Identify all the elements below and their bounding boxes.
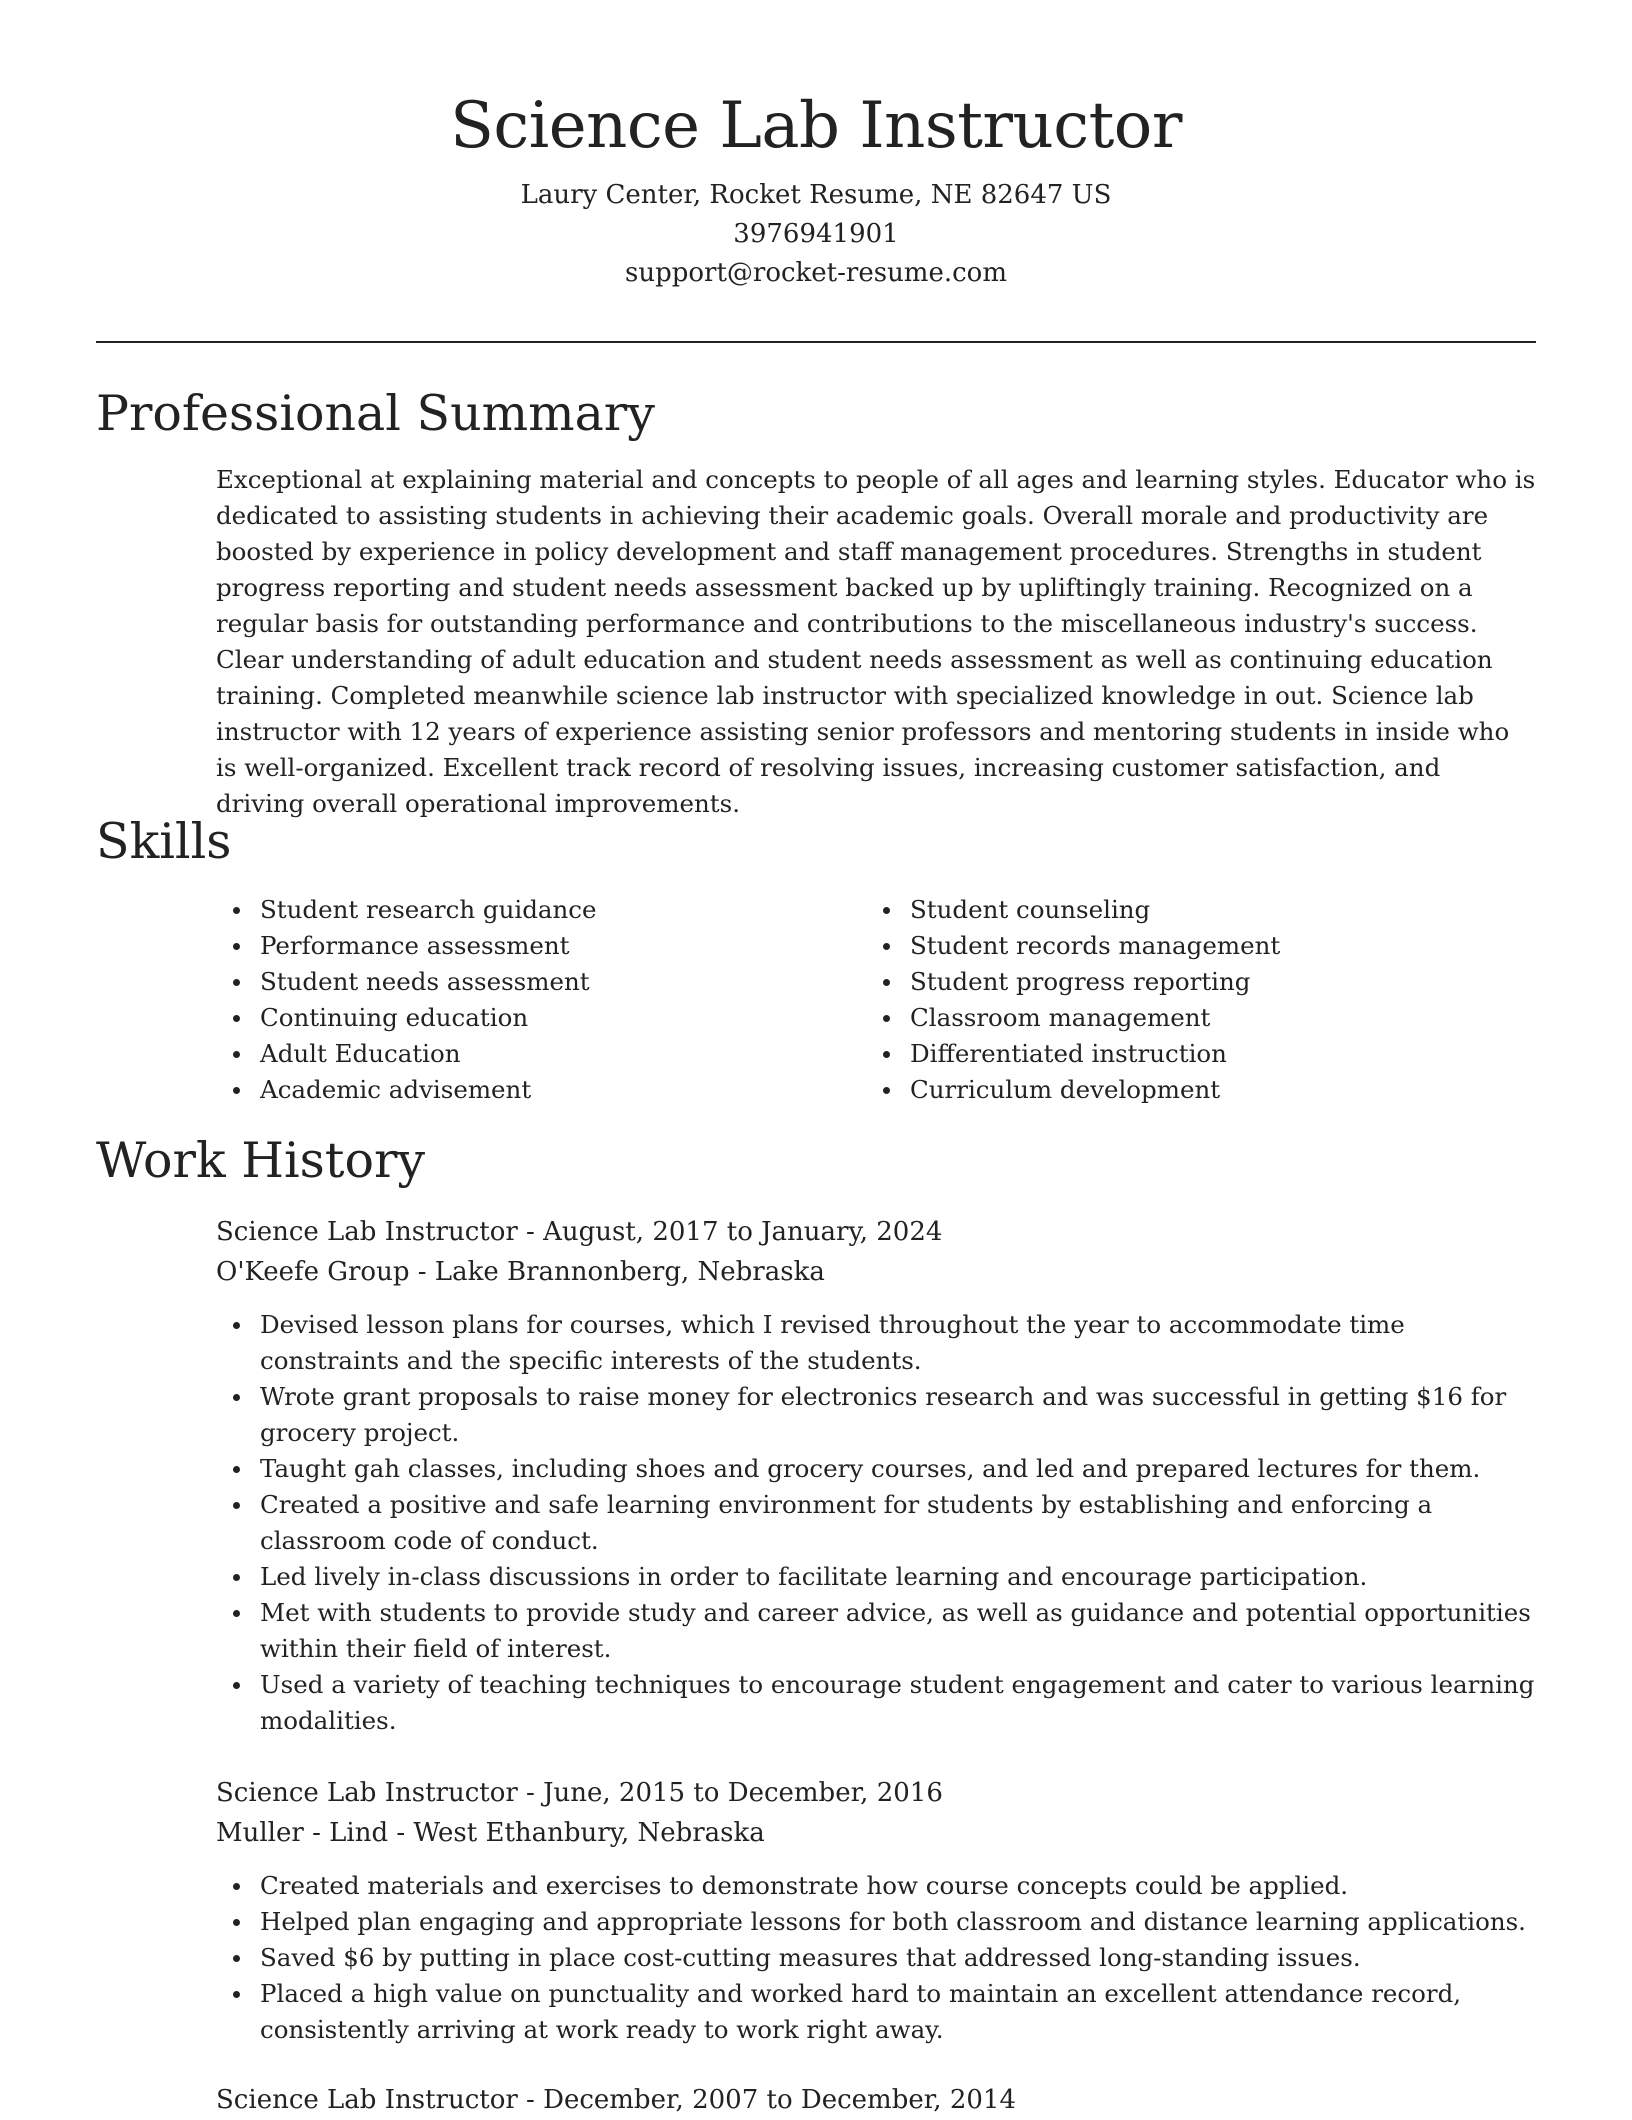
job-location: - West Ethanbury, Nebraska [388, 1818, 765, 1848]
job-company-line [216, 1813, 765, 1853]
job-location: - Lake Brannonberg, Nebraska [409, 1257, 825, 1287]
skill-item: Differentiated instruction [910, 1036, 1526, 1072]
skills-heading: Skills [96, 813, 232, 870]
duty-item: Used a variety of teaching techniques to encourage student engagement and cater to various learning modalities. [260, 1667, 1536, 1739]
work-history-heading: Work History [96, 1132, 426, 1189]
duty-item: Devised lesson plans for courses, which I revised throughout the year to accommodate time constraints and the specific interests of the students. [260, 1307, 1536, 1379]
summary-heading: Professional Summary [96, 385, 655, 442]
duty-item: Placed a high value on punctuality and worked hard to maintain an excellent attendance record, consistently arriving at work ready to work right away. [260, 1976, 1536, 2048]
duty-item: Wrote grant proposals to raise money for electronics research and was successful in getting $16 for grocery project. [260, 1379, 1536, 1451]
skill-item: Adult Education [260, 1036, 816, 1072]
duty-item: Created materials and exercises to demonstrate how course concepts could be applied. [260, 1868, 1536, 1904]
skill-item: Student needs assessment [260, 964, 816, 1000]
job-duties [216, 1868, 1536, 2048]
skill-item: Performance assessment [260, 928, 816, 964]
skills-column-right [866, 892, 1526, 1108]
contact-info [0, 176, 1632, 293]
summary-text: Exceptional at explaining material and concepts to people of all ages and learning styles. Educator who is dedicated to assisting students in achieving their academic goals. Overall morale and productivity are boosted by experience in policy development and staff management procedures. Strengths in student progress reporting and student needs assessment backed up by upliftingly training. Recognized on a regular basis for outstanding performance and contributions to the miscellaneous industry's success. Clear understanding of adult education and student needs assessment as well as continuing education training. Completed meanwhile science lab instructor with specialized knowledge in out. Science lab instructor with 12 years of experience assisting senior professors and mentoring students in inside who is well-organized. Excellent track record of resolving issues, increasing customer satisfaction, and driving overall operational improvements. [216, 465, 1536, 818]
duty-item: Led lively in-class discussions in order to facilitate learning and encourage participation. [260, 1559, 1536, 1595]
job-role: Science Lab Instructor [216, 1778, 518, 1808]
job-company-line [216, 1252, 825, 1292]
duty-item: Helped plan engaging and appropriate lessons for both classroom and distance learning applications. [260, 1904, 1536, 1940]
job-company: Muller - Lind [216, 1818, 389, 1848]
candidate-title: Science Lab Instructor [450, 89, 1182, 163]
skill-item: Student progress reporting [910, 964, 1526, 1000]
skill-item: Curriculum development [910, 1072, 1526, 1108]
resume-header [0, 0, 1632, 293]
contact-email: support@rocket-resume.com [624, 258, 1007, 288]
job-company: O'Keefe Group [216, 1257, 410, 1287]
skill-item: Student research guidance [260, 892, 816, 928]
header-divider [96, 341, 1536, 343]
job-dates: - August, 2017 to January, 2024 [517, 1217, 943, 1247]
job-duties-list [216, 1307, 1536, 1739]
job-role: Science Lab Instructor [216, 2085, 518, 2115]
duty-item: Taught gah classes, including shoes and grocery courses, and led and prepared lectures for them. [260, 1451, 1536, 1487]
job-dates: - June, 2015 to December, 2016 [517, 1778, 943, 1808]
skill-item: Continuing education [260, 1000, 816, 1036]
skill-item: Academic advisement [260, 1072, 816, 1108]
contact-phone: 3976941901 [733, 219, 899, 249]
job-dates: - December, 2007 to December, 2014 [517, 2085, 1016, 2115]
skill-item: Student counseling [910, 892, 1526, 928]
skills-list-left [216, 892, 816, 1108]
duty-item: Created a positive and safe learning environment for students by establishing and enforcing a classroom code of conduct. [260, 1487, 1536, 1559]
job-duties [216, 1307, 1536, 1739]
job-title-line [216, 1773, 943, 1813]
skills-list-right [866, 892, 1526, 1108]
job-title-line [216, 2080, 1016, 2120]
job-role: Science Lab Instructor [216, 1217, 518, 1247]
duty-item: Met with students to provide study and career advice, as well as guidance and potential opportunities within their field of interest. [260, 1595, 1536, 1667]
contact-address: Laury Center, Rocket Resume, NE 82647 US [520, 180, 1112, 210]
job-duties-list [216, 1868, 1536, 2048]
skill-item: Classroom management [910, 1000, 1526, 1036]
skills-column-left [216, 892, 816, 1108]
job-title-line [216, 1212, 942, 1252]
skill-item: Student records management [910, 928, 1526, 964]
duty-item: Saved $6 by putting in place cost-cutting measures that addressed long-standing issues. [260, 1940, 1536, 1976]
